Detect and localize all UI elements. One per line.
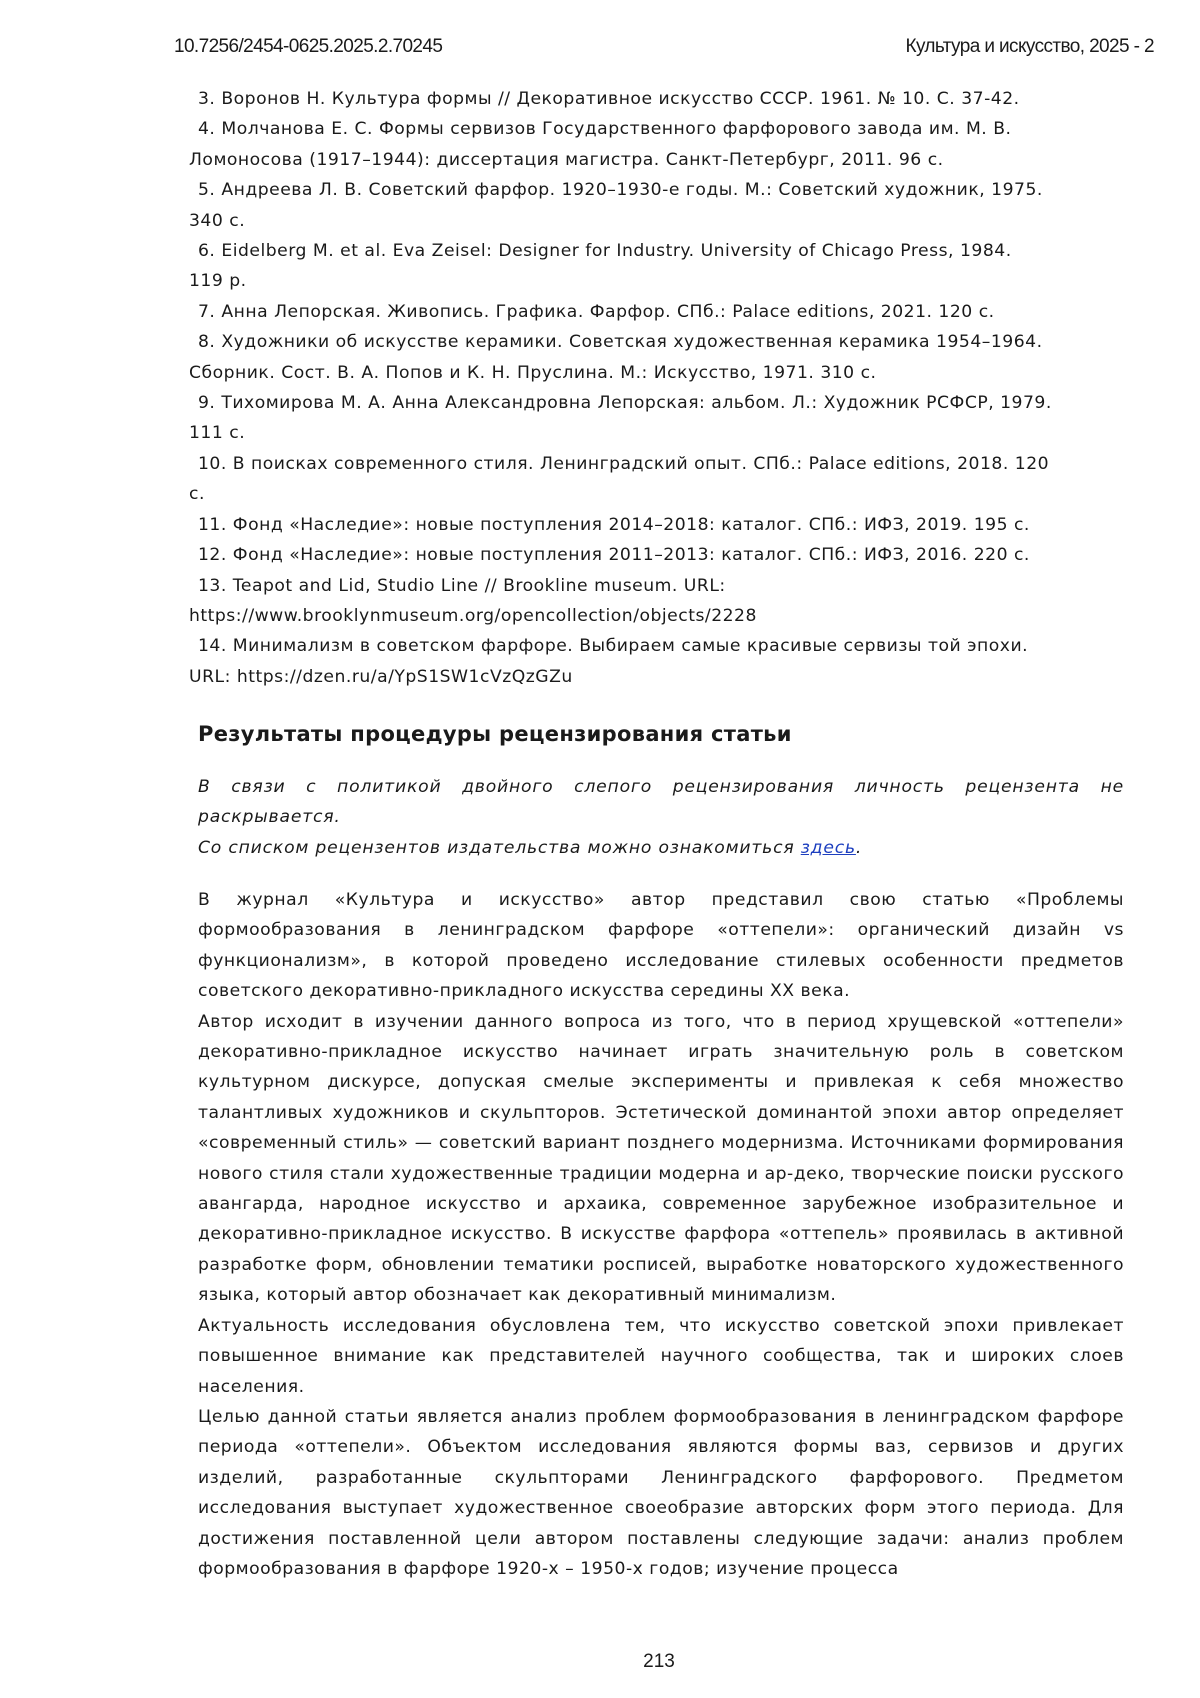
reference-item	[189, 114, 1124, 175]
reference-item	[194, 540, 1124, 570]
page-number: 213	[643, 1651, 675, 1672]
reference-continuation: URL: https://dzen.ru/a/YpS1SW1cVzQzGZu	[189, 666, 573, 687]
body-paragraph: Автор исходит в изучении данного вопроса из того, что в период хрущевской «оттепели» декоративно-прикладное искусство начинает играть значительную роль в советском культурном дискурсе, допуская смелые эксперименты и привлекая к себя множество талантливых художников и скульпторов. Эстетической доминантой эпохи автор определяет «современный стиль» — советский вариант позднего модернизма. Источниками формирования нового стиля стали художественные традиции модерна и ар-деко, творческие поиски русского авангарда, народное искусство и архаика, современное зарубежное изобразительное и декоративно-прикладное искусство. В искусстве фарфора «оттепель» проявилась в активной разработке форм, обновлении тематики росписей, выработке новаторского художественного языка, который автор обозначает как декоративный минимализм.	[198, 1011, 1124, 1306]
reference-text: 7. Анна Лепорская. Живопись. Графика. Фарфор. СПб.: Palace editions, 2021. 120 с.	[198, 301, 995, 322]
reference-item	[194, 297, 1124, 327]
reference-item	[189, 236, 1124, 297]
reference-item	[189, 175, 1124, 236]
reference-text: 3. Воронов Н. Культура формы // Декоративное искусство СССР. 1961. № 10. С. 37-42.	[198, 89, 1020, 109]
body-paragraph: Актуальность исследования обусловлена тем, что искусство советской эпохи привлекает повышенное внимание как представителей научного сообщества, так и широких слоев населения.	[198, 1315, 1124, 1397]
reference-item	[189, 388, 1124, 449]
reference-continuation: 340 с.	[189, 210, 246, 231]
reference-text: 14. Минимализм в советском фарфоре. Выбираем самые красивые сервизы той эпохи.	[198, 636, 1029, 657]
reference-text: 4. Молчанова Е. С. Формы сервизов Государственного фарфорового завода им. М. В.	[198, 119, 1012, 140]
reference-text: 8. Художники об искусстве керамики. Советская художественная керамика 1954–1964.	[198, 332, 1043, 353]
review-note	[198, 772, 1124, 863]
review-note-prefix: Со списком рецензентов издательства можно ознакомиться	[198, 837, 801, 858]
reference-continuation: 119 p.	[189, 271, 247, 292]
review-body	[198, 885, 1124, 1584]
reference-item	[194, 510, 1124, 540]
reference-text: 11. Фонд «Наследие»: новые поступления 2014–2018: каталог. СПб.: ИФЗ, 2019. 195 с.	[198, 514, 1030, 535]
reference-continuation: с.	[189, 484, 205, 505]
reference-text: 10. В поисках современного стиля. Ленинградский опыт. СПб.: Palace editions, 2018. 120	[198, 453, 1050, 474]
review-note-line	[198, 833, 1124, 863]
reference-continuation: https://www.brooklynmuseum.org/opencollection/objects/2228	[189, 605, 757, 626]
section-title: Результаты процедуры рецензирования статьи	[198, 722, 792, 746]
reference-text: 13. Teapot and Lid, Studio Line // Brookline museum. URL:	[198, 575, 726, 596]
reference-text: 12. Фонд «Наследие»: новые поступления 2011–2013: каталог. СПб.: ИФЗ, 2016. 220 с.	[198, 545, 1030, 566]
body-paragraph: В журнал «Культура и искусство» автор представил свою статью «Проблемы формообразования в ленинградском фарфоре «оттепели»: органический дизайн vs функционализм», в которой проведено исследование стилевых особенности предметов советского декоративно-прикладного искусства середины XX века.	[198, 890, 1124, 1002]
reference-item	[189, 327, 1124, 388]
reference-item	[189, 449, 1124, 510]
journal-label: Культура и искусство, 2025 - 2	[905, 36, 1154, 57]
reference-continuation: Ломоносова (1917–1944): диссертация магистра. Санкт-Петербург, 2011. 96 с.	[189, 149, 944, 170]
reference-text: 9. Тихомирова М. А. Анна Александровна Лепорская: альбом. Л.: Художник РСФСР, 1979.	[198, 393, 1052, 414]
reviewers-link[interactable]: здесь	[800, 837, 856, 858]
reference-list	[189, 84, 1124, 692]
reference-item	[189, 631, 1124, 692]
body-paragraph: Целью данной статьи является анализ проблем формообразования в ленинградском фарфоре периода «оттепели». Объектом исследования являются формы ваз, сервизов и других изделий, разработанные скульпторами Ленинградского фарфорового. Предметом исследования выступает художественное своеобразие авторских форм этого периода. Для достижения поставленной цели автором поставлены следующие задачи: анализ проблем формообразования в фарфоре 1920-х – 1950-х годов; изучение процесса	[198, 1406, 1124, 1579]
reference-continuation: Сборник. Сост. В. А. Попов и К. Н. Пруслина. М.: Искусство, 1971. 310 с.	[189, 362, 877, 383]
reference-item	[189, 571, 1124, 632]
doi-label: 10.7256/2454-0625.2025.2.70245	[174, 36, 443, 57]
review-note-suffix: .	[855, 837, 863, 858]
reference-text: 5. Андреева Л. В. Советский фарфор. 1920–1930-е годы. М.: Советский художник, 1975.	[198, 180, 1043, 201]
reference-text: 6. Eidelberg M. et al. Eva Zeisel: Designer for Industry. University of Chicago Press, 1984.	[198, 241, 1012, 262]
reference-item	[194, 84, 1124, 114]
review-note-line: В связи с политикой двойного слепого рецензирования личность рецензента не раскрывается.	[198, 777, 1124, 828]
reference-continuation: 111 с.	[189, 423, 246, 444]
